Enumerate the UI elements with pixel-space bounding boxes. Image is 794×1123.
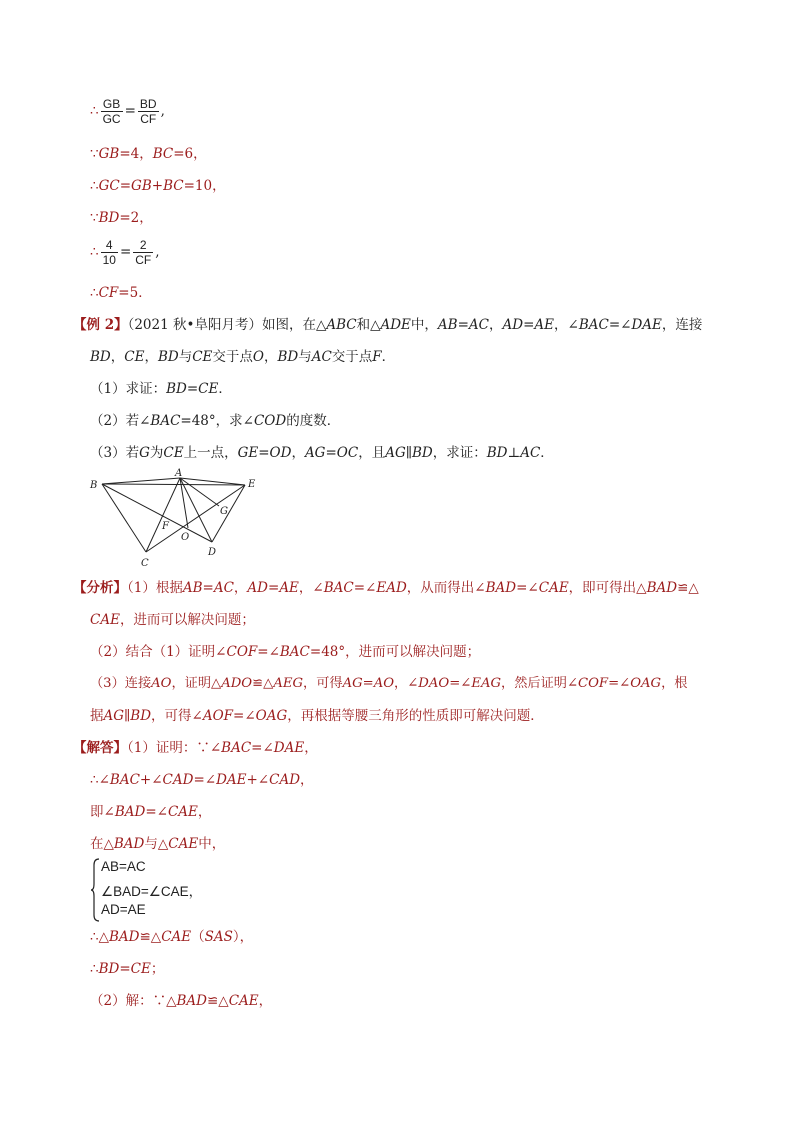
- answer-line-4: 在△BAD与△CAE中，: [90, 836, 226, 852]
- analysis-line-3: （2）结合（1）证明∠COF=∠BAC=48°，进而可以解决问题；: [90, 644, 481, 660]
- line-gb-bc-values: ∵GB=4，BC=6，: [90, 146, 207, 162]
- geometry-figure: [80, 466, 270, 572]
- label-g: G: [220, 506, 228, 517]
- label-c: C: [141, 558, 149, 569]
- segment-ag: [180, 478, 219, 506]
- question-2: （2）若∠BAC=48°，求∠COD的度数．: [90, 413, 341, 429]
- analysis-tag: 【分析】: [73, 580, 127, 596]
- answer-line-7: （2）解：∵△BAD≌△CAE，: [90, 993, 273, 1009]
- system-row-3: AD=AE: [101, 902, 146, 917]
- line-gc-sum: ∴GC=GB+BC=10，: [90, 178, 226, 194]
- system-row-2: ∠BAD=∠CAE，: [101, 884, 203, 899]
- question-3: （3）若G为CE上一点，GE=OD，AG=OC，且AG∥BD，求证：BD⊥AC．: [90, 445, 554, 461]
- analysis-line-1: 【分析】（1）根据AB=AC，AD=AE，∠BAC=∠EAD，从而得出∠BAD=∠CAE，即可得出△BAD≌△: [73, 580, 699, 596]
- example-header-line: 【例 2】（2021 秋•阜阳月考）如图，在△ABC和△ADE中，AB=AC，AD=AE，∠BAC=∠DAE，连接: [73, 317, 703, 333]
- analysis-line-2: CAE，进而可以解决问题；: [90, 612, 255, 628]
- system-row-1: AB=AC: [101, 859, 146, 874]
- line-cf-result: ∴CF=5．: [90, 285, 152, 301]
- segment-ed: [212, 485, 245, 542]
- answer-line-5: ∴△BAD≌△CAE（SAS），: [90, 929, 254, 945]
- answer-tag: 【解答】: [73, 740, 127, 756]
- analysis-line-5: 据AG∥BD，可得∠AOF=∠OAG，再根据等腰三角形的性质即可解决问题．: [90, 708, 544, 724]
- segment-bc: [102, 484, 146, 552]
- label-e: E: [248, 479, 256, 490]
- line-gb-gc-ratio: ∴ $\frac{GB}{GC}$ = $\frac{BD}{CF}$ ,: [90, 97, 165, 126]
- equation-system: [91, 858, 211, 922]
- line-bd-value: ∵BD=2，: [90, 210, 153, 226]
- label-d: D: [208, 547, 217, 558]
- left-brace-icon: [91, 858, 101, 922]
- analysis-line-4: （3）连接AO，证明△ADO≌△AEG，可得AG=AO，∠DAO=∠EAG，然后证明∠COF=∠OAG，根: [90, 676, 688, 691]
- question-1: （1）求证：BD=CE．: [90, 381, 232, 397]
- example-line-2: BD，CE，BD与CE交于点O，BD与AC交于点F．: [90, 349, 396, 365]
- fraction-2-cf: $\frac{2}{CF}$: [135, 238, 152, 267]
- label-o: O: [181, 532, 190, 543]
- example-tag: 【例 2】: [73, 317, 128, 333]
- therefore-symbol: ∴: [90, 103, 99, 119]
- answer-line-6: ∴BD=CE；: [90, 961, 165, 977]
- answer-line-2: ∴∠BAC+∠CAD=∠DAE+∠CAD，: [90, 772, 314, 788]
- fraction-bd-cf: $\frac{BD}{CF}$: [139, 97, 157, 126]
- fraction-gb-gc: $\frac{GB}{GC}$: [102, 97, 121, 126]
- segment-ba: [102, 478, 180, 484]
- answer-line-1: 【解答】（1）证明：∵∠BAC=∠DAE，: [73, 740, 318, 756]
- fraction-4-10: $\frac{4}{10}$: [102, 238, 116, 267]
- line-numeric-ratio: ∴ $\frac{4}{10}$ = $\frac{2}{CF}$ ,: [90, 238, 160, 267]
- answer-line-3: 即∠BAD=∠CAE，: [90, 804, 212, 820]
- label-a: A: [175, 468, 183, 479]
- label-b: B: [90, 480, 98, 491]
- segment-be: [102, 484, 245, 485]
- segment-ae: [180, 478, 245, 485]
- label-f: F: [162, 521, 169, 532]
- segment-bd: [102, 484, 212, 542]
